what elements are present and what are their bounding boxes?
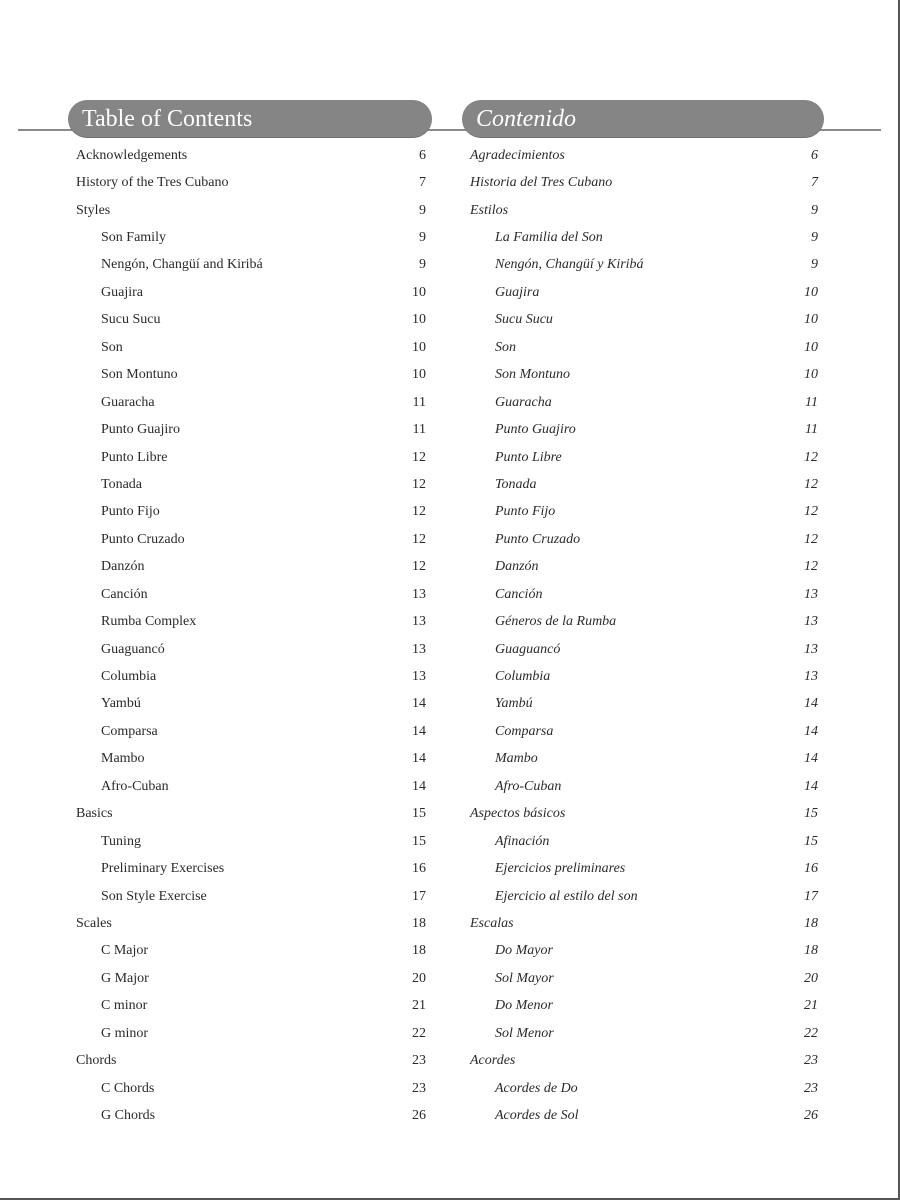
toc-entry-page: 12 <box>804 559 818 575</box>
toc-entry-page: 9 <box>419 202 426 218</box>
toc-entry-page: 23 <box>412 1053 426 1069</box>
toc-entry-label: C Major <box>101 943 149 959</box>
toc-entry-label: Styles <box>76 202 111 218</box>
toc-entry <box>470 416 818 443</box>
toc-entry-label: G Chords <box>101 1108 156 1124</box>
toc-entry <box>76 444 426 471</box>
toc-entry-page: 11 <box>412 394 426 410</box>
toc-entry <box>76 773 426 800</box>
toc-entry <box>470 746 818 773</box>
toc-entry-label: Rumba Complex <box>101 614 197 630</box>
toc-entry-page: 12 <box>412 559 426 575</box>
toc-entry-page: 14 <box>412 696 426 712</box>
toc-entry-label: History of the Tres Cubano <box>76 175 229 191</box>
toc-entry-page: 22 <box>412 1025 426 1041</box>
toc-entry-page: 11 <box>805 394 818 410</box>
toc-entry-page: 18 <box>804 943 818 959</box>
toc-entry-label: G minor <box>101 1025 149 1041</box>
toc-entry-page: 9 <box>811 257 818 273</box>
toc-entry-page: 10 <box>804 339 818 355</box>
toc-entry <box>470 142 818 169</box>
toc-entry <box>470 1075 818 1102</box>
toc-entry <box>76 334 426 361</box>
toc-entry-page: 13 <box>804 669 818 685</box>
toc-entry-label: Yambú <box>101 696 141 712</box>
toc-entry-page: 12 <box>804 476 818 492</box>
toc-entry-label: Columbia <box>495 669 551 685</box>
toc-entry-page: 13 <box>412 641 426 657</box>
toc-entry-page: 12 <box>412 531 426 547</box>
toc-entry-label: Son Montuno <box>101 367 178 383</box>
toc-entry-label: Son Montuno <box>495 367 571 383</box>
toc-entry <box>76 883 426 910</box>
toc-entry-page: 13 <box>804 586 818 602</box>
toc-entry-label: Acordes de Sol <box>495 1108 579 1124</box>
toc-entry <box>76 855 426 882</box>
toc-entry-label: Son <box>101 339 123 355</box>
toc-entry-label: Nengón, Changüí y Kiribá <box>495 257 644 273</box>
toc-entry-label: Punto Libre <box>495 449 562 465</box>
toc-entry-page: 13 <box>804 614 818 630</box>
toc-entry-page: 13 <box>412 586 426 602</box>
toc-entry-label: Columbia <box>101 669 157 685</box>
toc-entry-label: C minor <box>101 998 148 1014</box>
toc-entry <box>470 691 818 718</box>
toc-entry-page: 17 <box>412 888 426 904</box>
toc-entry-label: Chords <box>76 1053 117 1069</box>
toc-list-spanish <box>470 142 818 1130</box>
toc-entry-page: 12 <box>804 449 818 465</box>
toc-entry-label: Mambo <box>495 751 538 767</box>
toc-entry <box>76 499 426 526</box>
toc-entry-page: 10 <box>804 312 818 328</box>
toc-entry-label: Preliminary Exercises <box>101 861 225 877</box>
toc-entry-page: 14 <box>412 723 426 739</box>
toc-entry-label: Tonada <box>101 476 143 492</box>
toc-entry-label: Acordes de Do <box>495 1080 578 1096</box>
toc-entry-page: 23 <box>412 1080 426 1096</box>
toc-entry-label: Escalas <box>470 915 514 931</box>
toc-entry-label: Punto Guajiro <box>495 422 576 438</box>
toc-entry-page: 17 <box>804 888 818 904</box>
toc-entry <box>470 499 818 526</box>
toc-entry-label: Canción <box>101 586 148 602</box>
toc-entry-page: 12 <box>412 476 426 492</box>
toc-entry-label: Acordes <box>470 1053 516 1069</box>
toc-entry <box>76 1075 426 1102</box>
toc-entry-page: 10 <box>412 367 426 383</box>
toc-entry-label: Estilos <box>470 202 509 218</box>
toc-entry <box>76 608 426 635</box>
toc-entry-label: Punto Fijo <box>101 504 160 520</box>
toc-entry-page: 11 <box>805 422 818 438</box>
toc-entry <box>470 636 818 663</box>
toc-entry-page: 12 <box>804 504 818 520</box>
toc-entry <box>76 691 426 718</box>
toc-entry <box>76 746 426 773</box>
toc-entry <box>470 828 818 855</box>
toc-entry-label: La Familia del Son <box>495 230 603 246</box>
toc-entry-label: Tonada <box>495 476 537 492</box>
toc-entry-page: 15 <box>804 833 818 849</box>
toc-entry-page: 9 <box>419 230 426 246</box>
toc-entry-label: Comparsa <box>495 723 554 739</box>
toc-entry-page: 10 <box>804 284 818 300</box>
toc-entry-page: 15 <box>804 806 818 822</box>
toc-entry <box>76 993 426 1020</box>
toc-entry-label: Nengón, Changüí and Kiribá <box>101 257 263 273</box>
toc-entry <box>470 801 818 828</box>
toc-entry <box>76 801 426 828</box>
toc-entry <box>76 1020 426 1047</box>
toc-entry-label: Punto Guajiro <box>101 422 180 438</box>
toc-entry <box>470 334 818 361</box>
toc-entry <box>76 554 426 581</box>
toc-entry <box>76 581 426 608</box>
toc-entry-page: 7 <box>811 175 818 191</box>
toc-entry-label: Agradecimientos <box>470 147 565 163</box>
toc-entry <box>470 910 818 937</box>
toc-entry-label: Canción <box>495 586 543 602</box>
toc-entry-page: 20 <box>412 970 426 986</box>
toc-entry-page: 10 <box>412 312 426 328</box>
toc-entry-page: 11 <box>412 422 426 438</box>
toc-entry <box>470 169 818 196</box>
toc-entry <box>76 307 426 334</box>
toc-list-english <box>76 142 426 1130</box>
toc-entry <box>470 581 818 608</box>
toc-entry-page: 13 <box>412 614 426 630</box>
toc-entry <box>76 1102 426 1129</box>
toc-entry <box>470 389 818 416</box>
toc-entry <box>76 224 426 251</box>
toc-entry <box>76 416 426 443</box>
toc-entry-page: 9 <box>811 230 818 246</box>
toc-entry <box>470 252 818 279</box>
toc-entry <box>470 554 818 581</box>
toc-entry-page: 13 <box>412 669 426 685</box>
toc-entry-label: Sucu Sucu <box>495 312 553 328</box>
toc-entry-page: 18 <box>804 915 818 931</box>
toc-entry <box>470 1047 818 1074</box>
toc-entry-label: Son Style Exercise <box>101 888 207 904</box>
toc-entry-label: Aspectos básicos <box>470 806 566 822</box>
toc-entry-page: 16 <box>412 861 426 877</box>
toc-entry-page: 15 <box>412 833 426 849</box>
toc-entry-label: Punto Cruzado <box>101 531 185 547</box>
toc-entry-label: C Chords <box>101 1080 155 1096</box>
toc-entry <box>76 636 426 663</box>
toc-entry-page: 21 <box>412 998 426 1014</box>
toc-entry-page: 23 <box>804 1053 818 1069</box>
toc-entry-label: Do Menor <box>495 998 553 1014</box>
toc-entry <box>76 663 426 690</box>
toc-entry <box>470 1020 818 1047</box>
toc-entry-label: Guaguancó <box>495 641 561 657</box>
toc-entry-page: 23 <box>804 1080 818 1096</box>
toc-entry-label: Afro-Cuban <box>101 778 169 794</box>
toc-entry-label: Danzón <box>101 559 145 575</box>
toc-entry <box>76 965 426 992</box>
toc-entry-label: G Major <box>101 970 149 986</box>
toc-entry <box>470 938 818 965</box>
toc-entry <box>470 197 818 224</box>
toc-entry <box>470 279 818 306</box>
toc-entry <box>76 938 426 965</box>
toc-entry-page: 18 <box>412 915 426 931</box>
toc-entry-page: 14 <box>412 751 426 767</box>
toc-entry <box>76 526 426 553</box>
toc-entry <box>76 279 426 306</box>
toc-entry-page: 6 <box>811 147 818 163</box>
header-rule <box>18 129 78 131</box>
toc-entry-page: 7 <box>419 175 426 191</box>
toc-entry-label: Mambo <box>101 751 145 767</box>
toc-entry-label: Géneros de la Rumba <box>495 614 617 630</box>
toc-entry-label: Punto Libre <box>101 449 168 465</box>
toc-entry-page: 14 <box>804 778 818 794</box>
toc-entry <box>470 883 818 910</box>
toc-entry-label: Son Family <box>101 230 166 246</box>
toc-entry-page: 10 <box>412 339 426 355</box>
toc-entry-page: 16 <box>804 861 818 877</box>
toc-entry <box>470 307 818 334</box>
toc-entry-label: Basics <box>76 806 113 822</box>
toc-entry <box>76 142 426 169</box>
toc-entry-page: 14 <box>412 778 426 794</box>
toc-entry-page: 14 <box>804 696 818 712</box>
toc-entry <box>470 773 818 800</box>
toc-entry-page: 12 <box>804 531 818 547</box>
header-rule <box>815 129 881 131</box>
toc-entry-page: 12 <box>412 504 426 520</box>
toc-entry-label: Punto Cruzado <box>495 531 581 547</box>
toc-entry <box>470 608 818 635</box>
toc-entry-label: Son <box>495 339 516 355</box>
toc-entry <box>470 1102 818 1129</box>
toc-entry-page: 22 <box>804 1025 818 1041</box>
toc-entry <box>76 828 426 855</box>
toc-entry-page: 14 <box>804 723 818 739</box>
toc-entry-label: Scales <box>76 915 112 931</box>
toc-entry-page: 21 <box>804 998 818 1014</box>
toc-entry-page: 10 <box>412 284 426 300</box>
toc-entry <box>76 1047 426 1074</box>
toc-entry-label: Guajira <box>101 284 143 300</box>
toc-entry-page: 26 <box>412 1108 426 1124</box>
toc-entry-label: Comparsa <box>101 723 158 739</box>
toc-header-spanish: Contenido <box>462 100 824 138</box>
toc-entry <box>470 663 818 690</box>
toc-entry-label: Tuning <box>101 833 141 849</box>
toc-entry <box>470 224 818 251</box>
toc-entry-label: Ejercicio al estilo del son <box>495 888 638 904</box>
toc-entry-label: Sol Menor <box>495 1025 554 1041</box>
toc-entry-page: 9 <box>811 202 818 218</box>
toc-entry-page: 26 <box>804 1108 818 1124</box>
toc-entry <box>470 471 818 498</box>
toc-entry-label: Sucu Sucu <box>101 312 161 328</box>
toc-entry <box>76 197 426 224</box>
toc-entry <box>76 389 426 416</box>
toc-entry <box>470 526 818 553</box>
toc-entry-label: Ejercicios preliminares <box>495 861 626 877</box>
toc-entry <box>470 993 818 1020</box>
toc-entry-label: Punto Fijo <box>495 504 556 520</box>
toc-entry-label: Guaguancó <box>101 641 165 657</box>
toc-entry-page: 15 <box>412 806 426 822</box>
toc-entry-page: 10 <box>804 367 818 383</box>
toc-entry-page: 9 <box>419 257 426 273</box>
toc-entry <box>76 169 426 196</box>
toc-entry-label: Guaracha <box>101 394 155 410</box>
toc-entry-label: Historia del Tres Cubano <box>470 175 613 191</box>
toc-entry <box>76 252 426 279</box>
toc-entry <box>470 444 818 471</box>
toc-entry <box>470 718 818 745</box>
toc-entry-label: Danzón <box>495 559 539 575</box>
toc-entry-label: Sol Mayor <box>495 970 554 986</box>
toc-entry <box>470 362 818 389</box>
toc-entry-label: Afro-Cuban <box>495 778 562 794</box>
toc-entry-label: Guaracha <box>495 394 552 410</box>
toc-entry <box>76 718 426 745</box>
toc-entry-page: 12 <box>412 449 426 465</box>
toc-entry-label: Do Mayor <box>495 943 553 959</box>
toc-entry-label: Guajira <box>495 284 540 300</box>
toc-entry-label: Acknowledgements <box>76 147 188 163</box>
toc-entry-label: Afinación <box>495 833 550 849</box>
toc-entry-page: 14 <box>804 751 818 767</box>
toc-entry-page: 20 <box>804 970 818 986</box>
toc-entry <box>76 471 426 498</box>
toc-header-english: Table of Contents <box>68 100 432 138</box>
toc-entry-page: 18 <box>412 943 426 959</box>
toc-entry <box>470 965 818 992</box>
toc-entry-page: 13 <box>804 641 818 657</box>
toc-entry-page: 6 <box>419 147 426 163</box>
toc-entry-label: Yambú <box>495 696 533 712</box>
toc-entry <box>470 855 818 882</box>
toc-entry <box>76 910 426 937</box>
toc-entry <box>76 362 426 389</box>
